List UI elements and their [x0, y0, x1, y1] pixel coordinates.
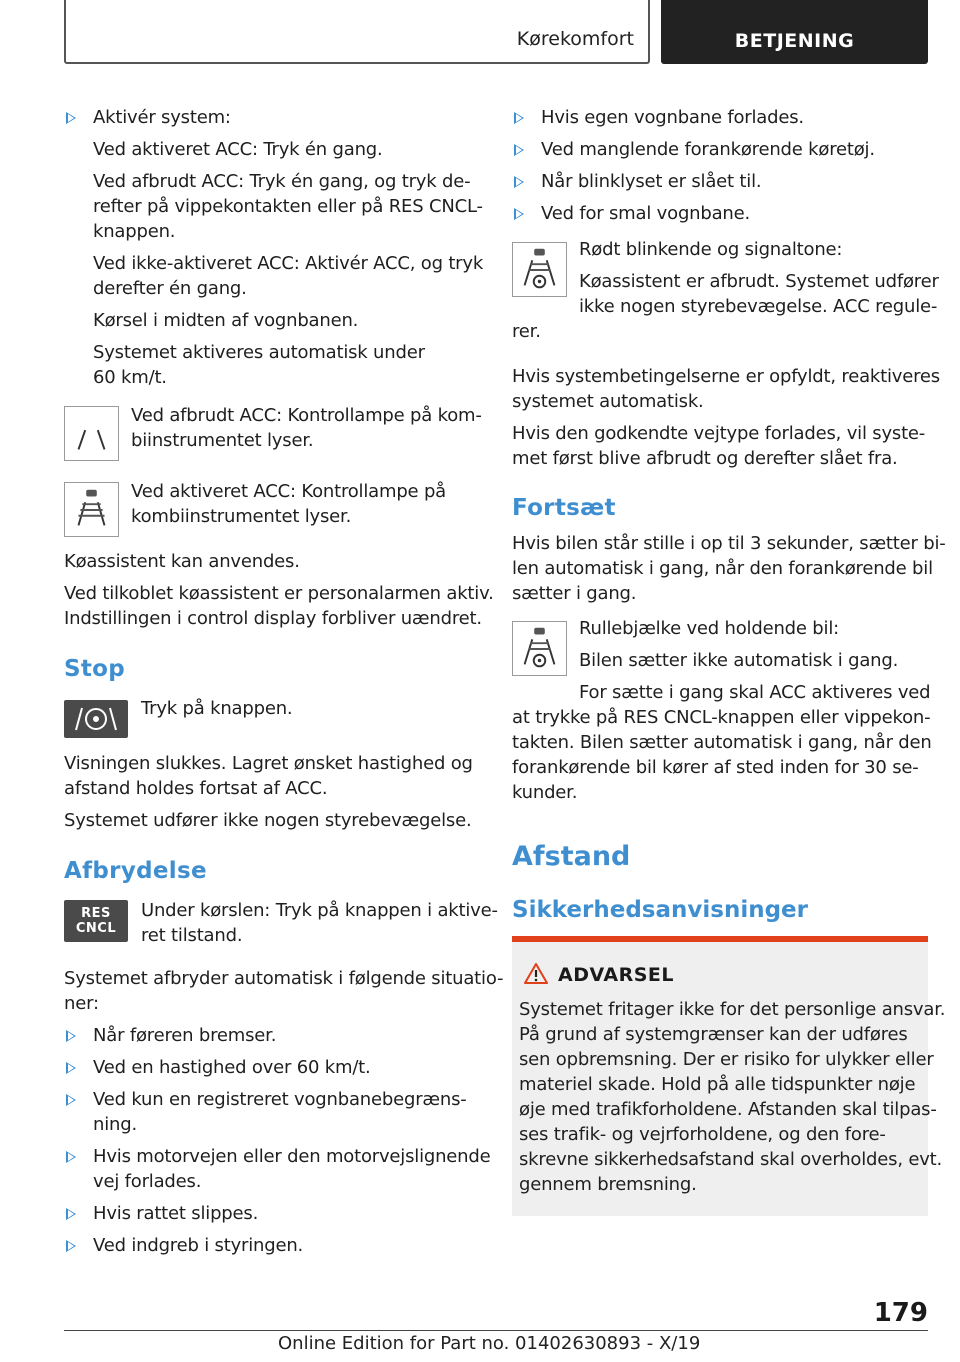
heading-sikkerhedsanvisninger: Sikkerhedsanvisninger: [512, 897, 808, 923]
warning-text: Systemet fritager ikke for det personlige ansvar.: [519, 999, 946, 1020]
edition-text: Online Edition for Part no. 01402630893 - X/19: [278, 1333, 701, 1354]
bullet-triangle-icon: [514, 144, 524, 156]
paragraph: takten. Bilen sætter automatisk i gang, når den: [512, 732, 932, 753]
paragraph: systemet automatisk.: [512, 391, 704, 412]
list-item: Hvis motorvejen eller den motorvejslignende: [93, 1146, 491, 1167]
paragraph: Køassistent kan anvendes.: [64, 551, 300, 572]
acc-active-lamp-icon: [64, 482, 119, 537]
acc-interrupted-lamp-icon: [64, 406, 119, 461]
warning-text: øje med trafikforholdene. Afstanden skal tilpas-: [519, 1099, 937, 1120]
res-label: RES: [81, 906, 111, 921]
chapter-tab: [661, 0, 928, 64]
bullet-triangle-icon: [66, 1094, 76, 1106]
warning-text: På grund af systemgrænser kan der udføres: [519, 1024, 908, 1045]
paragraph: derefter én gang.: [93, 278, 247, 299]
warning-bar: [512, 936, 928, 942]
paragraph: ret tilstand.: [141, 925, 243, 946]
paragraph: refter på vippekontakten eller på RES CNCL-: [93, 196, 483, 217]
cncl-label: CNCL: [75, 921, 117, 936]
paragraph: kombiinstrumentet lyser.: [131, 506, 352, 527]
bullet-triangle-icon: [66, 1151, 76, 1163]
paragraph: afstand holdes fortsat af ACC.: [64, 778, 328, 799]
paragraph: Kørsel i midten af vognbanen.: [93, 310, 359, 331]
paragraph: Under kørslen: Tryk på knappen i aktive-: [141, 900, 498, 921]
paragraph: Ved afbrudt ACC: Kontrollampe på kom-: [131, 405, 482, 426]
heading-fortsaet: Fortsæt: [512, 495, 616, 521]
paragraph: Visningen slukkes. Lagret ønsket hastighed og: [64, 753, 473, 774]
list-item: vej forlades.: [93, 1171, 202, 1192]
heading-afbrydelse: Afbrydelse: [64, 858, 207, 884]
warning-text: sen opbremsning. Der er risiko for ulykker eller: [519, 1049, 934, 1070]
list-item: Når føreren bremser.: [93, 1025, 277, 1046]
paragraph: rer.: [512, 321, 541, 342]
res-cncl-button-icon: [64, 900, 128, 942]
warning-box: [512, 936, 946, 1216]
list-item: Ved manglende forankørende køretøj.: [541, 139, 875, 160]
paragraph: Ved ikke-aktiveret ACC: Aktivér ACC, og tryk: [93, 253, 484, 274]
paragraph: Ved tilkoblet køassistent er personalarmen aktiv.: [64, 583, 494, 604]
paragraph: Hvis systembetingelserne er opfyldt, reaktiveres: [512, 366, 940, 387]
warning-text: ses trafik- og vejrforholdene, og den fore-: [519, 1124, 886, 1145]
paragraph: Rødt blinkende og signaltone:: [579, 239, 843, 260]
standstill-bar-icon: [512, 621, 567, 676]
warning-triangle-icon: [524, 962, 548, 984]
paragraph: For sætte i gang skal ACC aktiveres ved: [579, 682, 931, 703]
paragraph: Ved afbrudt ACC: Tryk én gang, og tryk de-: [93, 171, 471, 192]
chapter-title: BETJENING: [734, 30, 855, 52]
list-item: Ved for smal vognbane.: [541, 203, 751, 224]
paragraph: Tryk på knappen.: [141, 698, 293, 719]
paragraph: Systemet afbryder automatisk i følgende situatio-: [64, 968, 504, 989]
list-item: Hvis egen vognbane forlades.: [541, 107, 804, 128]
paragraph: ner:: [64, 993, 99, 1014]
steering-assist-button-icon: [64, 700, 128, 738]
bullet-triangle-icon: [66, 1062, 76, 1074]
paragraph: 60 km/t.: [93, 367, 167, 388]
paragraph: Systemet aktiveres automatisk under: [93, 342, 425, 363]
warning-title: ADVARSEL: [558, 964, 674, 986]
paragraph: Rullebjælke ved holdende bil:: [579, 618, 839, 639]
paragraph: len automatisk i gang, når den forankørende bil: [512, 558, 933, 579]
bullet-triangle-icon: [514, 208, 524, 220]
paragraph: Hvis den godkendte vejtype forlades, vil syste-: [512, 423, 926, 444]
bullet-text: Aktivér system:: [93, 107, 231, 128]
bullet-triangle-icon: [66, 1208, 76, 1220]
paragraph: Indstillingen i control display forbliver uændret.: [64, 608, 482, 629]
paragraph: knappen.: [93, 221, 176, 242]
bullet-triangle-icon: [66, 112, 76, 124]
paragraph: Ved aktiveret ACC: Tryk én gang.: [93, 139, 383, 160]
bullet-triangle-icon: [66, 1240, 76, 1252]
warning-text: gennem bremsning.: [519, 1174, 697, 1195]
bullet-triangle-icon: [66, 1030, 76, 1042]
paragraph: Køassistent er afbrudt. Systemet udfører: [579, 271, 939, 292]
paragraph: ikke nogen styrebevægelse. ACC regule-: [579, 296, 938, 317]
heading-afstand: Afstand: [512, 841, 631, 872]
section-tab: [64, 0, 650, 64]
paragraph: sætter i gang.: [512, 583, 637, 604]
paragraph: biinstrumentet lyser.: [131, 430, 314, 451]
list-item: Hvis rattet slippes.: [93, 1203, 259, 1224]
paragraph: Bilen sætter ikke automatisk i gang.: [579, 650, 899, 671]
list-item: Ved kun en registreret vognbanebegræns-: [93, 1089, 467, 1110]
paragraph: Ved aktiveret ACC: Kontrollampe på: [131, 481, 447, 502]
warning-text: skrevne sikkerhedsafstand skal overholdes, evt.: [519, 1149, 943, 1170]
bullet-triangle-icon: [514, 176, 524, 188]
paragraph: forankørende bil kører af sted inden for 30 se-: [512, 757, 919, 778]
list-item: Ved en hastighed over 60 km/t.: [93, 1057, 371, 1078]
warning-text: materiel skade. Hold på alle tidspunkter nøje: [519, 1074, 916, 1095]
bullet-triangle-icon: [514, 112, 524, 124]
page-header: [64, 0, 928, 66]
section-title: Kørekomfort: [516, 28, 634, 50]
list-item: ning.: [93, 1114, 137, 1135]
paragraph: Systemet udfører ikke nogen styrebevægelse.: [64, 810, 472, 831]
paragraph: met først blive afbrudt og derefter slået fra.: [512, 448, 898, 469]
traffic-jam-assistant-warning-icon: [512, 242, 567, 297]
page-number: 179: [873, 1298, 928, 1328]
heading-stop: Stop: [64, 656, 126, 682]
paragraph: at trykke på RES CNCL-knappen eller vippekon-: [512, 707, 931, 728]
paragraph: Hvis bilen står stille i op til 3 sekunder, sætter bi-: [512, 533, 946, 554]
list-item: Ved indgreb i styringen.: [93, 1235, 304, 1256]
list-item: Når blinklyset er slået til.: [541, 171, 762, 192]
footer-divider: [64, 1330, 928, 1331]
paragraph: kunder.: [512, 782, 578, 803]
